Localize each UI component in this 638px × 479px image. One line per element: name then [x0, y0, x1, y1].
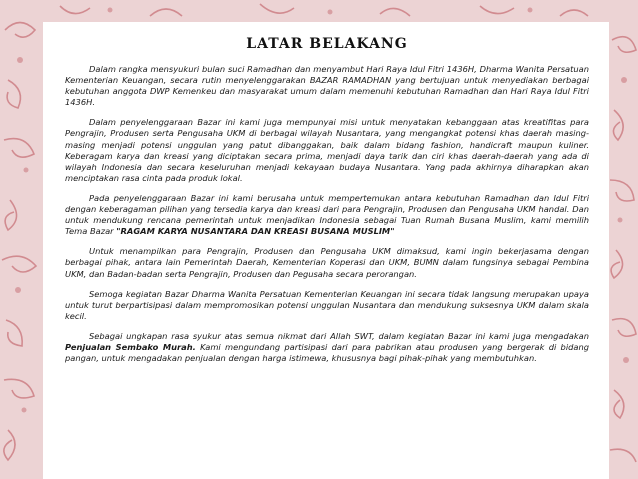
paragraph-3-text-c: , kami memilih Tema Bazar: [65, 215, 589, 237]
paragraph-3: [65, 193, 589, 237]
paragraph-3-emphasis: Indonesia sebagai Tuan Rumah Busana Muslim: [319, 215, 524, 226]
paragraph-6-text-a: Sebagai ungkapan rasa syukur atas semua nikmat dari Allah SWT, dalam kegiatan Bazar ini kami juga mengadakan: [89, 330, 589, 341]
paragraph-3-text-a: Pada penyelenggaraan Bazar ini kami berusaha untuk mempertemukan antara kebutuhan Ramadhan dan Idul Fitri dengan keberagaman pilihan yang tersedia karya dan kreasi dari para Pengrajin, Produsen dan Pengusaha UKM handal. Dan untuk mendukung rencana pemerintah untuk menjadikan: [65, 192, 589, 226]
paragraph-5: Semoga kegiatan Bazar Dharma Wanita Persatuan Kementerian Keuangan ini secara tidak langsung merupakan upaya untuk turut berpartisipasi dalam mempromosikan potensi unggulan Nusantara dan mendukung suksesnya UKM dalam skala kecil.: [65, 288, 589, 321]
paragraph-1: Dalam rangka mensyukuri bulan suci Ramadhan dan menyambut Hari Raya Idul Fitri 1436H, Dharma Wanita Persatuan Kementerian Keuangan, secara rutin menyelenggarakan BAZAR RAMADHAN yang bertujuan untuk menyediakan berbagai kebutuhan anggota DWP Kemenkeu dan masyarakat umum dalam memenuhi kebutuhan Ramadhan dan Hari Raya Idul Fitri 1436H.: [65, 64, 589, 108]
page-title: LATAR BELAKANG: [246, 36, 408, 52]
document-page: [43, 22, 609, 479]
sembako-murah-label: Penjualan Sembako Murah.: [65, 341, 196, 352]
bazar-theme: "RAGAM KARYA NUSANTARA DAN KREASI BUSANA MUSLIM": [116, 226, 395, 237]
paragraph-6-text-c: Kami mengundang partisipasi dari para pabrikan atau produsen yang bergerak di bidang pangan, untuk mengadakan penjualan dengan harga istimewa, khususnya bagi pihak-pihak yang membutuhkan.: [65, 341, 590, 364]
paragraph-2: Dalam penyelenggaraan Bazar ini kami juga mempunyai misi untuk menyatakan kebanggaan atas kreatifitas para Pengrajin, Produsen serta Pengusaha UKM di berbagai wilayah Nusantara, yang mengangkat potensi khas daerah masing-masing menjadi potensi unggulan yang patut dibanggakan, baik dalam bidang fashion, handicraft maupun kuliner. Keberagam karya dan kreasi yang diciptakan secara prima, menjadi daya tarik dan ciri khas daerah-daerah yang ada di wilayah Indonesia dan secara keseluruhan menjadi kekayaan budaya Nusantara. Yang pada akhirnya diharapkan akan menciptakan rasa cinta pada produk lokal.: [65, 117, 589, 183]
paragraph-4: Untuk menampilkan para Pengrajin, Produsen dan Pengusaha UKM dimaksud, kami ingin bekerjasama dengan berbagai pihak, antara lain Pemerintah Daerah, Kementerian Koperasi dan UKM, BUMN dalam fungsinya sebagai Pembina UKM, dan Badan-badan serta Pengrajin, Produsen dan Pegusaha secara perorangan.: [65, 246, 589, 279]
paragraph-6: [65, 331, 589, 364]
